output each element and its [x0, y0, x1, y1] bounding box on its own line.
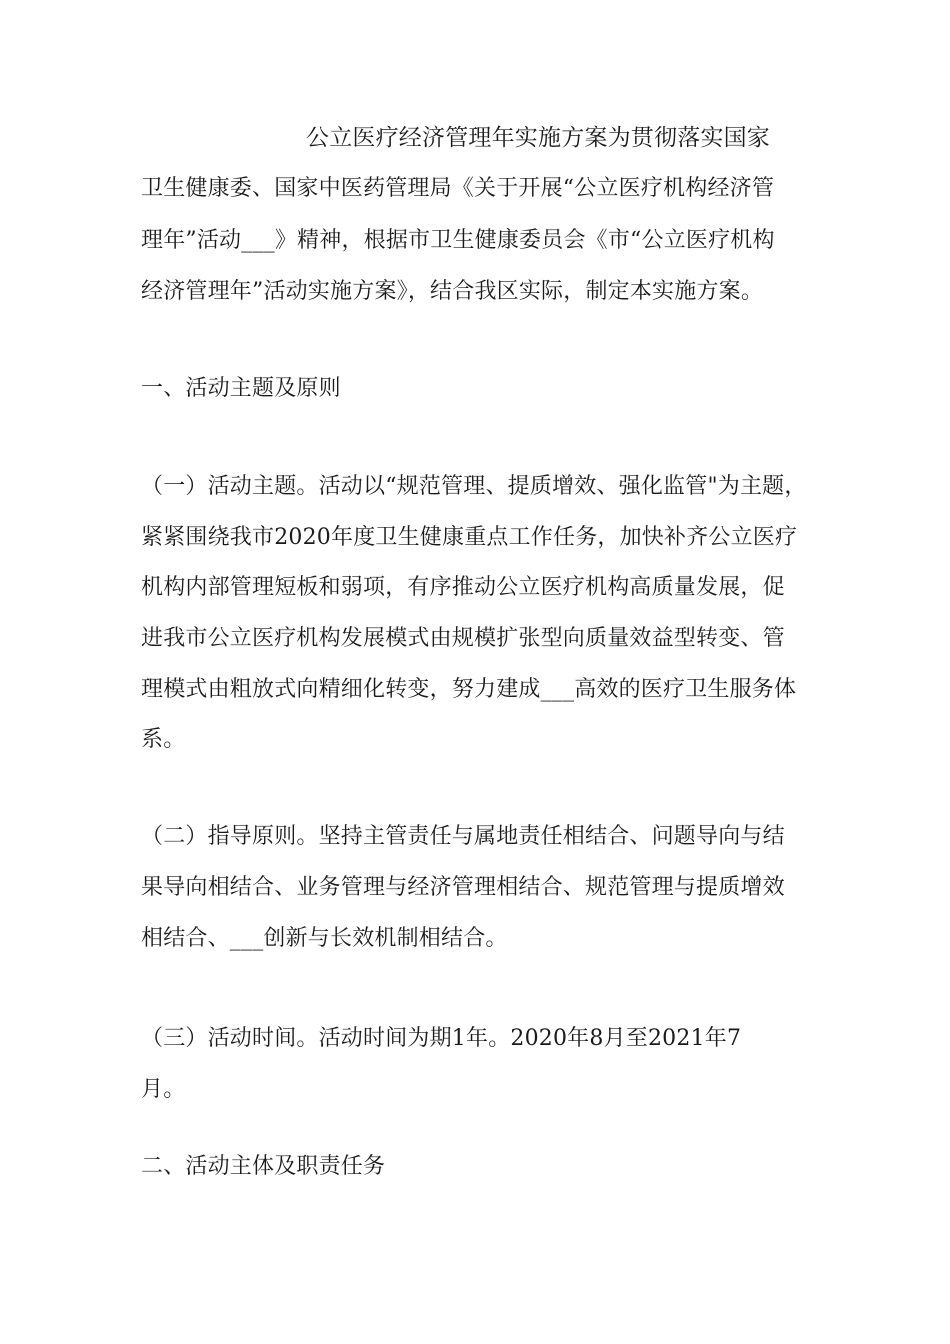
theme-line-6: 系。: [141, 727, 186, 752]
principle-line-2: 果导向相结合、业务管理与经济管理相结合、规范管理与提质增效: [141, 875, 785, 900]
principle-line-3: 相结合、___创新与长效机制相结合。: [141, 926, 508, 951]
intro-line-4: 经济管理年”活动实施方案》，结合我区实际，制定本实施方案。: [141, 279, 764, 304]
theme-line-2: 紧紧围绕我市2020年度卫生健康重点工作任务，加快补齐公立医疗: [141, 525, 798, 550]
section-1-heading: 一、活动主题及原则: [141, 376, 341, 401]
theme-line-5: 理模式由粗放式向精细化转变，努力建成___高效的医疗卫生服务体: [141, 677, 797, 702]
theme-line-3: 机构内部管理短板和弱项，有序推动公立医疗机构高质量发展，促: [141, 575, 785, 600]
intro-line-3: 理年”活动___》精神，根据市卫生健康委员会《市“公立医疗机构: [141, 228, 775, 253]
time-line-1: （三）活动时间。活动时间为期1年。2020年8月至2021年7: [141, 1026, 742, 1051]
principle-line-1: （二）指导原则。坚持主管责任与属地责任相结合、问题导向与结: [141, 824, 785, 849]
document-title: 公立医疗经济管理年实施方案: [306, 125, 608, 151]
time-line-2: 月。: [141, 1077, 186, 1102]
theme-line-1: （一）活动主题。活动以“规范管理、提质增效、强化监管"为主题，: [141, 474, 807, 499]
intro-line-1: 为贯彻落实国家: [607, 125, 771, 151]
document-title-line: [306, 123, 770, 153]
intro-line-2: 卫生健康委、国家中医药管理局《关于开展“公立医疗机构经济管: [141, 176, 775, 201]
section-2-heading: 二、活动主体及职责任务: [141, 1154, 386, 1179]
theme-line-4: 进我市公立医疗机构发展模式由规模扩张型向质量效益型转变、管: [141, 626, 785, 651]
